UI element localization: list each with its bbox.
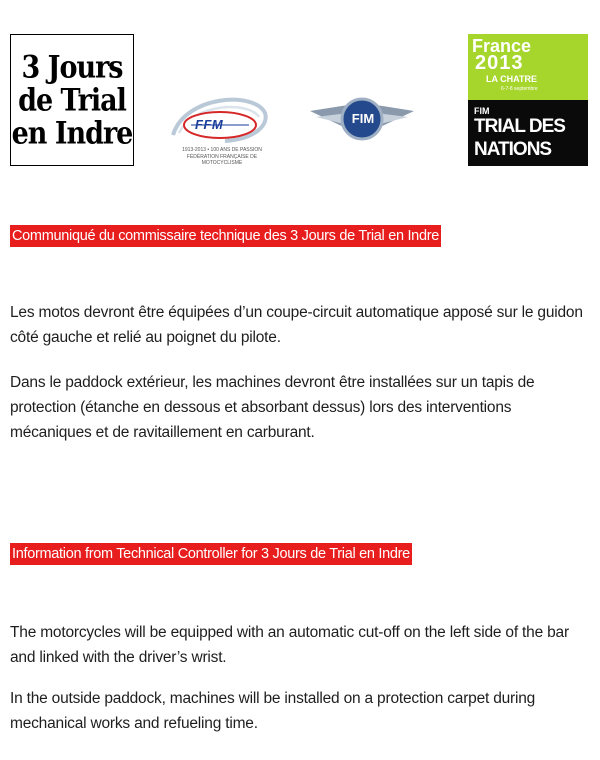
tdn-city: LA CHATRE — [486, 74, 537, 84]
logo-line-2: de Trial — [18, 82, 126, 118]
ffm-name: FFM — [195, 117, 224, 132]
tdn-org: FIM — [474, 106, 490, 116]
fim-logo — [308, 95, 416, 150]
logo-line-3: en Indre — [11, 115, 133, 151]
fim-name: FIM — [351, 111, 375, 126]
logo-bar — [0, 0, 600, 180]
ffm-subtitle — [169, 147, 275, 167]
tdn-dates: 6-7-8 septembre — [501, 86, 538, 92]
english-paragraph-2: In the outside paddock, machines will be installed on a protection carpet during mechanical works and refueling time. — [10, 690, 536, 732]
tdn-year: 2013 — [475, 52, 524, 74]
ffm-years: 1913-2013 • 100 ANS DE PASSION — [182, 147, 262, 153]
tdn-country: France — [472, 36, 532, 56]
ffm-logo — [165, 95, 275, 167]
tdn-line-2: NATIONS — [474, 139, 552, 160]
trial-des-nations-logo — [468, 34, 588, 166]
english-paragraph-1: The motorcycles will be equipped with an automatic cut-off on the left side of the bar and linked with the driver’s wrist. — [10, 624, 569, 666]
english-heading: Information from Technical Controller for 3 Jours de Trial en Indre — [10, 543, 412, 565]
logo-line-1: 3 Jours — [21, 49, 123, 85]
trois-jours-trial-logo — [10, 34, 134, 166]
french-heading: Communiqué du commissaire technique des 3 Jours de Trial en Indre — [10, 225, 441, 247]
french-paragraph-2: Dans le paddock extérieur, les machines devront être installées sur un tapis de protection (étanche en dessous et absorbant dessus) lors des interventions mécaniques et de ravitaillement en carburant. — [10, 374, 535, 441]
french-paragraph-1: Les motos devront être équipées d’un coupe-circuit automatique apposé sur le guidon côté gauche et relié au poignet du pilote. — [10, 304, 583, 346]
ffm-federation: FÉDÉRATION FRANÇAISE DE MOTOCYCLISME — [186, 153, 258, 166]
tdn-line-1: TRIAL DES — [474, 116, 565, 137]
